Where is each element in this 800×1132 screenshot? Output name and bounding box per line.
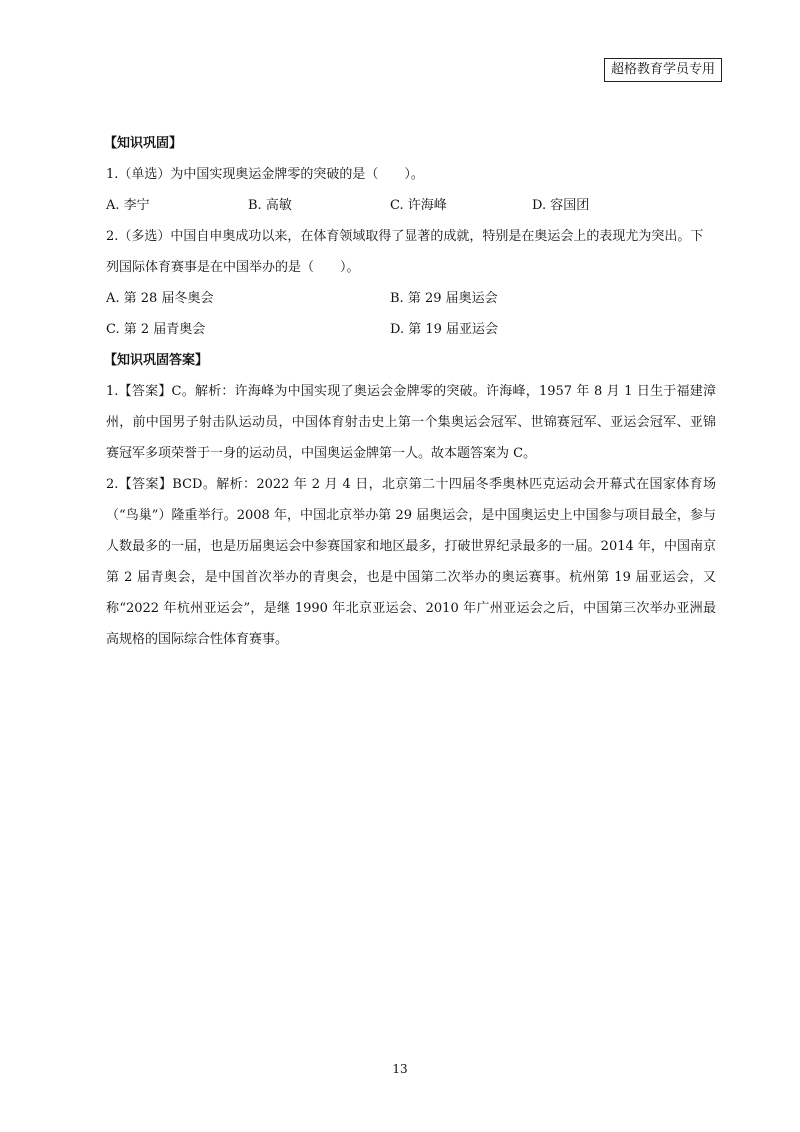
q2-option-a: A. 第 28 届冬奥会 bbox=[106, 291, 214, 306]
question-1-text: 1.（单选）为中国实现奥运金牌零的突破的是（ ）。 bbox=[106, 167, 424, 182]
answer-2: 2.【答案】BCD。解析：2022 年 2 月 4 日，北京第二十四届冬季奥林匹克运动会开幕式在国家体育场（“鸟巢”）隆重举行。2008 年，中国北京举办第 29 届奥运会，是中国奥运史上中国参与项目最全，参与人数最多的一届，也是历届奥运会中参赛国家和地区最多，打破世界纪录最多的一届。2014 年，中国南京第 2 届青奥会，是中国首次举办的青奥会，也是中国第二次举办的奥运赛事。杭州第 19 届亚运会，又称“2022 年杭州亚运会”，是继 1990 年北京亚运会、2010 年广州亚运会之后，中国第三次举办亚洲最高规格的国际综合性体育赛事。 bbox=[106, 477, 716, 647]
document-body bbox=[96, 128, 716, 655]
q2-option-d: D. 第 19 届亚运会 bbox=[390, 322, 499, 337]
section-title-answers: 【知识巩固答案】 bbox=[104, 353, 209, 368]
question-2-options-row2 bbox=[96, 314, 716, 345]
question-2-text: 2.（多选）中国自申奥成功以来，在体育领域取得了显著的成就，特别是在奥运会上的表现尤为突出。下列国际体育赛事是在中国举办的是（ ）。 bbox=[106, 229, 704, 275]
q1-option-b: B. 高敏 bbox=[248, 198, 292, 213]
page-number: 13 bbox=[392, 1062, 408, 1076]
question-1-options bbox=[96, 190, 716, 221]
question-2-options-row1 bbox=[96, 283, 716, 314]
answer-1: 1.【答案】C。解析：许海峰为中国实现了奥运会金牌零的突破。许海峰，1957 年 8 月 1 日生于福建漳州，前中国男子射击队运动员，中国体育射击史上第一个集奥运会冠军、世锦赛冠军、亚运会冠军、亚锦赛冠军多项荣誉于一身的运动员，中国奥运金牌第一人。故本题答案为 C。 bbox=[106, 384, 716, 461]
q1-option-a: A. 李宁 bbox=[106, 198, 150, 213]
section-title-knowledge: 【知识巩固】 bbox=[104, 136, 183, 151]
q2-option-c: C. 第 2 届青奥会 bbox=[106, 322, 206, 337]
watermark-badge: 超格教育学员专用 bbox=[604, 58, 722, 82]
q1-option-d: D. 容国团 bbox=[532, 198, 590, 213]
q1-option-c: C. 许海峰 bbox=[390, 198, 447, 213]
q2-option-b: B. 第 29 届奥运会 bbox=[390, 291, 498, 306]
